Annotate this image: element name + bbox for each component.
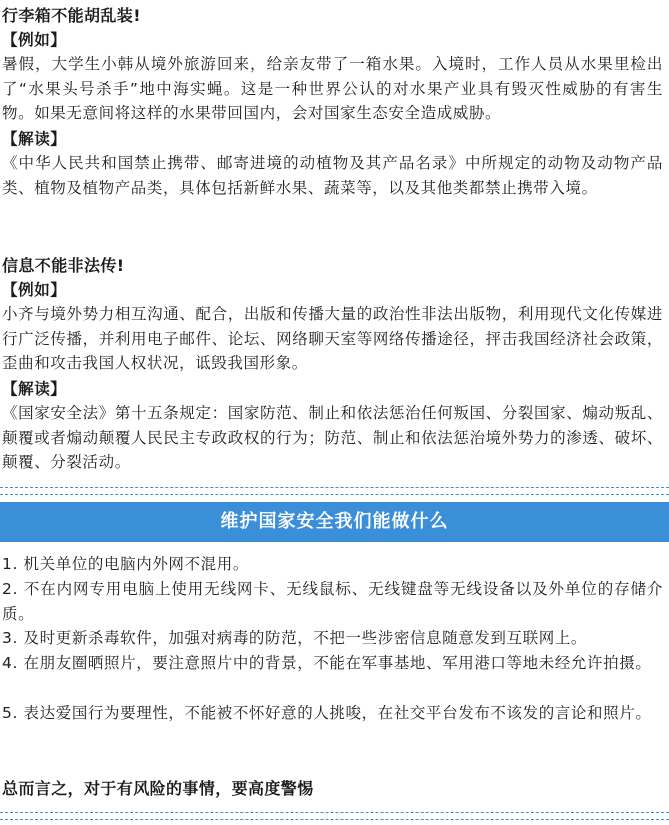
section-heading-luggage: 行李箱不能胡乱装! — [2, 6, 141, 25]
explain-tag: 【解读】 — [2, 130, 67, 148]
measure-item: 4. 在朋友圈晒照片，要注意照片中的背景，不能在军事基地、军用港口等地未经允许拍摄。 — [2, 654, 652, 672]
example-paragraph: 小齐与境外势力相互沟通、配合，出版和传播大量的政治性非法出版物，利用现代文化传媒进行广泛传播，并利用电子邮件、论坛、网络聊天室等网络传播途径，抨击我国经济社会政策，歪曲和攻击我国人权状况，诋毁我国形象。 — [2, 305, 663, 372]
example-tag: 【例如】 — [2, 31, 67, 49]
measure-item: 3. 及时更新杀毒软件，加强对病毒的防范，不把一些涉密信息随意发到互联网上。 — [2, 629, 588, 647]
explain-paragraph: 《国家安全法》第十五条规定：国家防范、制止和依法惩治任何叛国、分裂国家、煽动叛乱、颠覆或者煽动颠覆人民民主专政政权的行为；防范、制止和依法惩治境外势力的渗透、破坏、颠覆、分裂活动。 — [2, 404, 663, 471]
measure-item: 5. 表达爱国行为要理性，不能被不怀好意的人挑唆，在社交平台发布不该发的言论和照片。 — [2, 704, 652, 722]
summary-text: 总而言之，对于有风险的事情，要高度警惕 — [2, 779, 314, 798]
measure-item: 2. 不在内网专用电脑上使用无线网卡、无线鼠标、无线键盘等无线设备以及外单位的存储介质。 — [2, 580, 663, 623]
divider-dashed — [0, 812, 669, 813]
explain-tag: 【解读】 — [2, 380, 67, 398]
example-paragraph: 暑假，大学生小韩从境外旅游回来，给亲友带了一箱水果。入境时，工作人员从水果里检出了“水果头号杀手”地中海实蝇。这是一种世界公认的对水果产业具有毁灭性威胁的有害生物。如果无意间将这样的水果带回国内，会对国家生态安全造成威胁。 — [2, 55, 663, 122]
measure-item: 1. 机关单位的电脑内外网不混用。 — [2, 555, 249, 573]
example-tag: 【例如】 — [2, 281, 67, 299]
section-heading-information: 信息不能非法传! — [2, 256, 125, 275]
divider-dashed — [0, 819, 669, 820]
section-banner: 维护国家安全我们能做什么 — [0, 502, 669, 542]
divider-dashed — [0, 487, 669, 488]
divider-dashed — [0, 494, 669, 495]
explain-paragraph: 《中华人民共和国禁止携带、邮寄进境的动植物及其产品名录》中所规定的动物及动物产品类、植物及植物产品类，具体包括新鲜水果、蔬菜等，以及其他类都禁止携带入境。 — [2, 154, 663, 197]
